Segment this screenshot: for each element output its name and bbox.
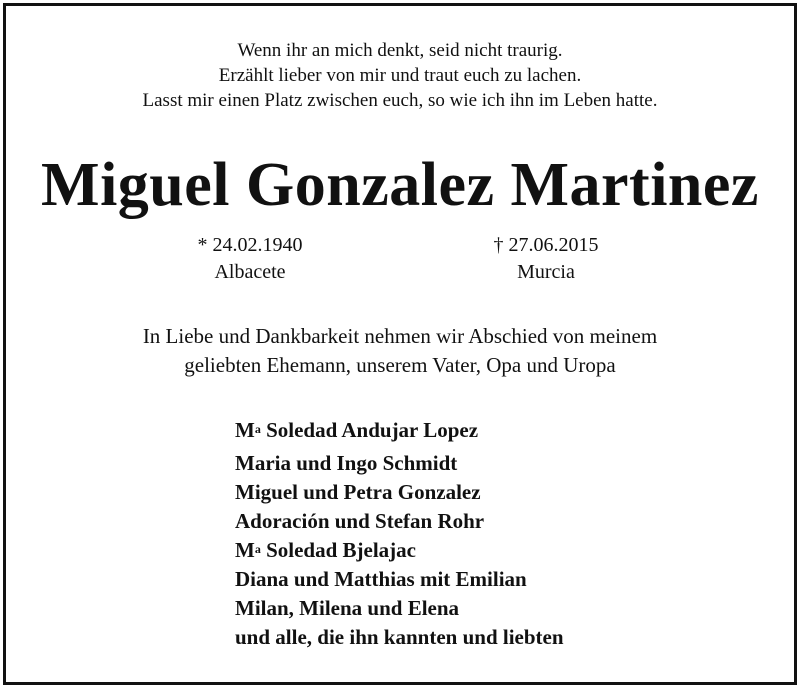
mourner-spouse: [235, 416, 564, 445]
mourner-line: und alle, die ihn kannten und liebten: [235, 625, 564, 649]
mourners-list: [235, 416, 564, 652]
birth-info: [170, 232, 330, 286]
superscript-a: a: [254, 542, 261, 556]
birth-place: Albacete: [214, 261, 286, 283]
death-date: † 27.06.2015: [493, 234, 599, 256]
mourner-line: Adoración und Stefan Rohr: [235, 509, 485, 533]
poem: [0, 38, 800, 113]
mourner-prefix: M: [235, 538, 255, 562]
mourner-name-rest: Soledad Andujar Lopez: [260, 418, 479, 442]
mourner-line: [235, 536, 564, 565]
poem-line: Lasst mir einen Platz zwischen euch, so wie ich ihn im Leben hatte.: [142, 90, 658, 111]
deceased-name: Miguel Gonzalez Martinez: [41, 151, 759, 219]
mourner-line: Milan, Milena und Elena: [235, 596, 460, 620]
farewell-line: In Liebe und Dankbarkeit nehmen wir Abschied von meinem: [142, 324, 658, 348]
mourner-line: Miguel und Petra Gonzalez: [235, 480, 481, 504]
death-place: Murcia: [517, 261, 575, 283]
farewell-text: [0, 322, 800, 380]
poem-line: Wenn ihr an mich denkt, seid nicht traurig.: [237, 40, 563, 61]
death-info: [466, 232, 626, 286]
mourner-prefix: M: [235, 418, 255, 442]
superscript-a: a: [254, 422, 261, 436]
mourner-line: Diana und Matthias mit Emilian: [235, 567, 527, 591]
poem-line: Erzählt lieber von mir und traut euch zu lachen.: [218, 65, 582, 86]
mourner-name-rest: Soledad Bjelajac: [260, 538, 416, 562]
birth-date: * 24.02.1940: [197, 234, 303, 256]
mourner-line: Maria und Ingo Schmidt: [235, 451, 458, 475]
farewell-line: geliebten Ehemann, unserem Vater, Opa und Uropa: [184, 353, 616, 377]
